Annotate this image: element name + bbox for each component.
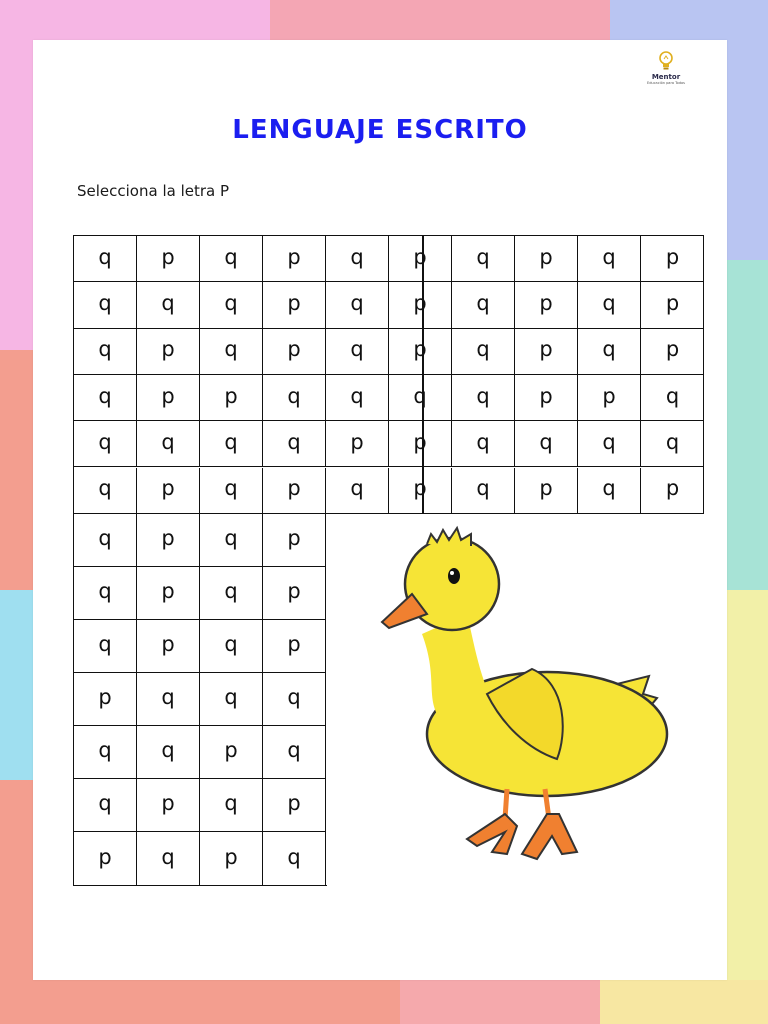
letter-cell[interactable]: p: [74, 832, 137, 885]
letter-cell[interactable]: p: [326, 421, 389, 467]
letter-cell[interactable]: p: [389, 282, 452, 328]
letter-cell[interactable]: q: [200, 514, 263, 567]
letter-cell[interactable]: q: [452, 421, 515, 467]
letter-cell[interactable]: q: [74, 726, 137, 779]
letter-cell[interactable]: q: [200, 673, 263, 726]
letter-cell[interactable]: q: [641, 375, 704, 421]
letter-cell[interactable]: p: [389, 421, 452, 467]
letter-cell[interactable]: q: [137, 673, 200, 726]
letter-cell[interactable]: q: [578, 421, 641, 467]
letter-cell[interactable]: p: [137, 236, 200, 282]
letter-cell[interactable]: p: [641, 282, 704, 328]
letter-cell[interactable]: q: [200, 282, 263, 328]
letter-cell[interactable]: p: [515, 468, 578, 514]
letter-cell[interactable]: p: [137, 514, 200, 567]
letter-cell[interactable]: p: [263, 779, 326, 832]
letter-cell[interactable]: q: [452, 375, 515, 421]
letter-cell[interactable]: p: [74, 673, 137, 726]
letter-cell[interactable]: p: [200, 375, 263, 421]
letter-cell[interactable]: q: [74, 375, 137, 421]
logo-name: Mentor: [651, 73, 681, 81]
letter-cell[interactable]: q: [263, 375, 326, 421]
letter-cell[interactable]: q: [263, 673, 326, 726]
letter-cell[interactable]: p: [389, 468, 452, 514]
letter-cell[interactable]: q: [578, 282, 641, 328]
letter-cell[interactable]: q: [200, 620, 263, 673]
letter-cell[interactable]: q: [578, 468, 641, 514]
letter-cell[interactable]: p: [515, 236, 578, 282]
letter-cell[interactable]: q: [200, 468, 263, 514]
letter-cell[interactable]: p: [137, 468, 200, 514]
letter-cell[interactable]: q: [137, 726, 200, 779]
letter-cell[interactable]: q: [326, 282, 389, 328]
letter-grid: [73, 235, 704, 886]
mentor-logo: [636, 50, 696, 98]
letter-cell[interactable]: q: [578, 329, 641, 375]
letter-cell[interactable]: q: [74, 514, 137, 567]
letter-cell[interactable]: p: [641, 236, 704, 282]
letter-cell[interactable]: q: [389, 375, 452, 421]
bg-patch: [720, 590, 768, 1024]
letter-cell[interactable]: q: [200, 567, 263, 620]
letter-cell[interactable]: q: [452, 329, 515, 375]
letter-cell[interactable]: q: [326, 375, 389, 421]
letter-cell[interactable]: p: [389, 329, 452, 375]
letter-cell[interactable]: p: [200, 726, 263, 779]
letter-cell[interactable]: p: [137, 375, 200, 421]
letter-cell[interactable]: q: [578, 236, 641, 282]
letter-cell[interactable]: p: [578, 375, 641, 421]
letter-cell[interactable]: p: [263, 282, 326, 328]
letter-cell[interactable]: p: [137, 329, 200, 375]
letter-cell[interactable]: q: [74, 620, 137, 673]
letter-cell[interactable]: p: [515, 282, 578, 328]
letter-cell[interactable]: q: [137, 421, 200, 467]
letter-cell[interactable]: p: [137, 779, 200, 832]
letter-cell[interactable]: q: [200, 779, 263, 832]
letter-cell[interactable]: q: [137, 282, 200, 328]
letter-cell[interactable]: q: [200, 329, 263, 375]
letter-cell[interactable]: q: [74, 567, 137, 620]
letter-cell[interactable]: q: [641, 421, 704, 467]
letter-cell[interactable]: q: [326, 329, 389, 375]
duck-illustration: [327, 514, 704, 886]
letter-cell[interactable]: q: [74, 329, 137, 375]
instruction-text: Selecciona la letra P: [77, 182, 230, 200]
page-title: LENGUAJE ESCRITO: [232, 115, 528, 145]
letter-cell[interactable]: p: [515, 329, 578, 375]
letter-cell[interactable]: q: [200, 421, 263, 467]
letter-cell[interactable]: p: [137, 620, 200, 673]
letter-cell[interactable]: q: [74, 282, 137, 328]
letter-cell[interactable]: p: [263, 329, 326, 375]
bg-patch: [600, 980, 768, 1024]
letter-cell[interactable]: p: [263, 620, 326, 673]
letter-cell[interactable]: p: [515, 375, 578, 421]
logo-tagline: Educación para Todos: [646, 81, 686, 85]
letter-cell[interactable]: q: [263, 726, 326, 779]
letter-cell[interactable]: p: [389, 236, 452, 282]
letter-cell[interactable]: q: [74, 468, 137, 514]
letter-cell[interactable]: q: [326, 236, 389, 282]
letter-cell[interactable]: p: [137, 567, 200, 620]
letter-cell[interactable]: p: [263, 514, 326, 567]
letter-cell[interactable]: p: [263, 567, 326, 620]
worksheet: [33, 40, 727, 980]
letter-cell[interactable]: p: [641, 329, 704, 375]
letter-cell[interactable]: p: [200, 832, 263, 885]
letter-cell[interactable]: q: [326, 468, 389, 514]
letter-cell[interactable]: q: [452, 282, 515, 328]
letter-cell[interactable]: p: [263, 236, 326, 282]
letter-cell[interactable]: q: [74, 779, 137, 832]
letter-cell[interactable]: q: [74, 421, 137, 467]
letter-cell[interactable]: q: [200, 236, 263, 282]
letter-cell[interactable]: q: [452, 236, 515, 282]
letter-cell[interactable]: q: [263, 832, 326, 885]
letter-cell[interactable]: q: [263, 421, 326, 467]
bg-patch: [720, 260, 768, 590]
letter-cell[interactable]: q: [137, 832, 200, 885]
letter-cell[interactable]: q: [74, 236, 137, 282]
letter-cell[interactable]: q: [515, 421, 578, 467]
letter-cell[interactable]: q: [452, 468, 515, 514]
bg-patch: [400, 980, 600, 1024]
letter-cell[interactable]: p: [263, 468, 326, 514]
lightbulb-icon: [636, 50, 696, 72]
letter-cell[interactable]: p: [641, 468, 704, 514]
